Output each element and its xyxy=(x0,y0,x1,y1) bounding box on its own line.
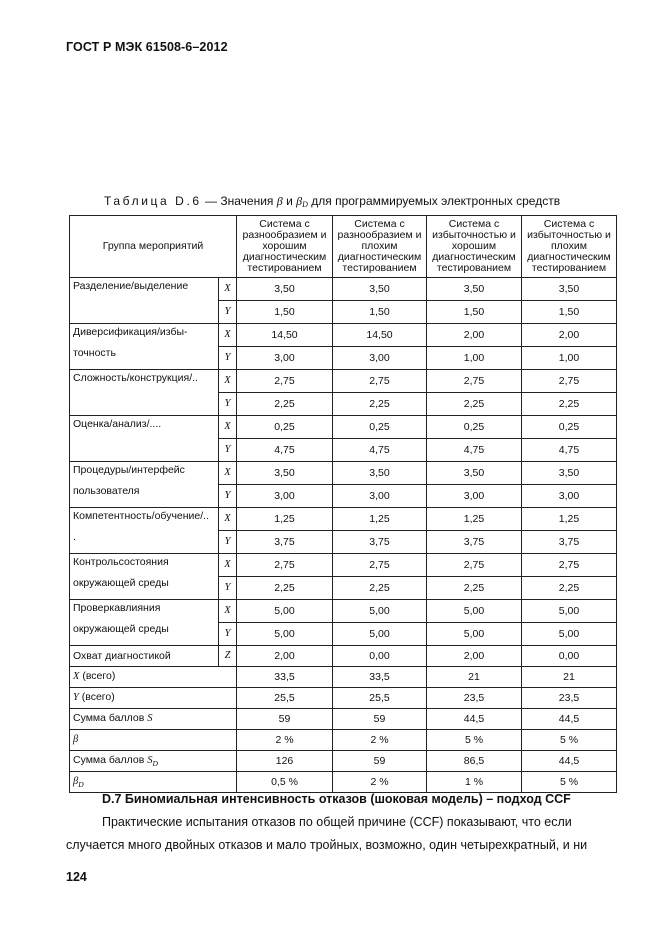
value-cell: 59 xyxy=(333,751,427,772)
xy-cell: Y xyxy=(219,531,237,554)
y-total-label: Y (всего) xyxy=(70,688,237,709)
value-cell: 1 % xyxy=(427,772,522,793)
group-name: Процедуры/интерфейс пользователя xyxy=(70,462,219,508)
value-cell: 3,50 xyxy=(237,278,333,301)
caption-beta: β xyxy=(276,194,283,208)
xy-cell: X xyxy=(219,370,237,393)
value-cell: 2,25 xyxy=(237,577,333,600)
xy-cell: Y xyxy=(219,577,237,600)
value-cell: 2,00 xyxy=(427,324,522,347)
value-cell: 1,50 xyxy=(333,301,427,324)
body-paragraph-line-2: случается много двойных отказов и мало тройных, возможно, один четырехкратный, и ни xyxy=(66,838,588,852)
header-group: Группа мероприятий xyxy=(70,216,237,278)
value-cell: 2,75 xyxy=(522,554,617,577)
value-cell: 25,5 xyxy=(333,688,427,709)
xy-cell: Y xyxy=(219,485,237,508)
value-cell: 1,50 xyxy=(237,301,333,324)
value-cell: 14,50 xyxy=(333,324,427,347)
value-cell: 1,25 xyxy=(522,508,617,531)
table-row xyxy=(70,554,617,577)
value-cell: 5,00 xyxy=(427,623,522,646)
body-paragraph-line-1: Практические испытания отказов по общей причине (CCF) показывают, что если xyxy=(102,815,572,829)
value-cell: 44,5 xyxy=(522,709,617,730)
table-row xyxy=(70,730,617,751)
document-header: ГОСТ Р МЭК 61508-6–2012 xyxy=(66,40,228,54)
value-cell: 3,00 xyxy=(333,347,427,370)
value-cell: 23,5 xyxy=(522,688,617,709)
value-cell: 5 % xyxy=(522,772,617,793)
caption-text-a: Значения xyxy=(220,194,274,208)
xy-cell: X xyxy=(219,600,237,623)
value-cell: 3,00 xyxy=(333,485,427,508)
value-cell: 2,25 xyxy=(427,577,522,600)
caption-text-b: для программируемых электронных средств xyxy=(311,194,561,208)
value-cell: 1,25 xyxy=(427,508,522,531)
table-header-row xyxy=(70,216,617,278)
value-cell: 3,50 xyxy=(333,278,427,301)
value-cell: 3,50 xyxy=(427,462,522,485)
caption-and: и xyxy=(286,194,293,208)
xy-cell: X xyxy=(219,278,237,301)
table-row xyxy=(70,462,617,485)
value-cell: 2 % xyxy=(333,730,427,751)
xy-cell: Y xyxy=(219,393,237,416)
xy-cell: X xyxy=(219,324,237,347)
table-row xyxy=(70,772,617,793)
value-cell: 2,75 xyxy=(522,370,617,393)
value-cell: 33,5 xyxy=(333,667,427,688)
value-cell: 2,75 xyxy=(333,554,427,577)
value-cell: 2,75 xyxy=(237,554,333,577)
value-cell: 3,00 xyxy=(522,485,617,508)
value-cell: 4,75 xyxy=(522,439,617,462)
value-cell: 4,75 xyxy=(333,439,427,462)
beta-values-table xyxy=(69,215,617,793)
value-cell: 2,25 xyxy=(522,393,617,416)
value-cell: 59 xyxy=(333,709,427,730)
xy-cell: X xyxy=(219,416,237,439)
value-cell: 3,00 xyxy=(237,485,333,508)
value-cell: 0,5 % xyxy=(237,772,333,793)
value-cell: 2,75 xyxy=(237,370,333,393)
value-cell: 23,5 xyxy=(427,688,522,709)
group-name: Оценка/анализ/.... xyxy=(70,416,219,462)
group-name: Диверсификация/избы- точность xyxy=(70,324,219,370)
header-col-3: Система с избыточностью и хорошим диагностическим тестированием xyxy=(427,216,522,278)
value-cell: 21 xyxy=(522,667,617,688)
value-cell: 5,00 xyxy=(333,600,427,623)
value-cell: 5,00 xyxy=(522,600,617,623)
value-cell: 5,00 xyxy=(237,600,333,623)
group-name: Разделение/выделение xyxy=(70,278,219,324)
value-cell: 14,50 xyxy=(237,324,333,347)
table-row xyxy=(70,667,617,688)
table-row xyxy=(70,324,617,347)
table-row xyxy=(70,370,617,393)
table-caption xyxy=(104,194,560,209)
value-cell: 3,75 xyxy=(522,531,617,554)
xy-cell: Y xyxy=(219,439,237,462)
value-cell: 2,00 xyxy=(522,324,617,347)
value-cell: 5,00 xyxy=(237,623,333,646)
value-cell: 0,25 xyxy=(427,416,522,439)
value-cell: 2,25 xyxy=(427,393,522,416)
x-total-label: X (всего) xyxy=(70,667,237,688)
xy-cell: Y xyxy=(219,301,237,324)
value-cell: 3,50 xyxy=(522,462,617,485)
caption-dash: — xyxy=(205,194,218,208)
value-cell: 44,5 xyxy=(427,709,522,730)
value-cell: 3,75 xyxy=(427,531,522,554)
value-cell: 4,75 xyxy=(427,439,522,462)
value-cell: 5,00 xyxy=(427,600,522,623)
value-cell: 0,25 xyxy=(333,416,427,439)
value-cell: 33,5 xyxy=(237,667,333,688)
value-cell: 0,25 xyxy=(237,416,333,439)
xy-cell: Y xyxy=(219,623,237,646)
value-cell: 5,00 xyxy=(333,623,427,646)
value-cell: 25,5 xyxy=(237,688,333,709)
value-cell: 2,25 xyxy=(237,393,333,416)
header-col-4: Система с избыточностью и плохим диагностическим тестированием xyxy=(522,216,617,278)
value-cell: 0,25 xyxy=(522,416,617,439)
caption-beta-d: $\beta_D$ xyxy=(296,194,308,209)
xy-cell: X xyxy=(219,508,237,531)
beta-d-label: $\beta_D$ xyxy=(70,772,237,793)
value-cell: 1,25 xyxy=(237,508,333,531)
value-cell: 3,50 xyxy=(522,278,617,301)
value-cell: 1,50 xyxy=(522,301,617,324)
coverage-name: Охват диагностикой xyxy=(70,646,219,667)
value-cell: 21 xyxy=(427,667,522,688)
header-col-2: Система с разнообразием и плохим диагностическим тестированием xyxy=(333,216,427,278)
value-cell: 86,5 xyxy=(427,751,522,772)
table-row xyxy=(70,278,617,301)
value-cell: 126 xyxy=(237,751,333,772)
sum-s-label: Сумма баллов S xyxy=(70,709,237,730)
value-cell: 1,00 xyxy=(522,347,617,370)
group-name: Контрольсостояния окружающей среды xyxy=(70,554,219,600)
group-name: Сложность/конструкция/.. xyxy=(70,370,219,416)
xy-cell: X xyxy=(219,554,237,577)
xy-cell: Z xyxy=(219,646,237,667)
section-title: D.7 Биномиальная интенсивность отказов (шоковая модель) – подход CCF xyxy=(102,792,571,806)
value-cell: 3,50 xyxy=(427,278,522,301)
value-cell: 2,25 xyxy=(333,577,427,600)
xy-cell: X xyxy=(219,462,237,485)
table-row xyxy=(70,646,617,667)
value-cell: 2 % xyxy=(333,772,427,793)
value-cell: 0,00 xyxy=(333,646,427,667)
table-row xyxy=(70,688,617,709)
value-cell: 4,75 xyxy=(237,439,333,462)
page-number: 124 xyxy=(66,870,87,884)
value-cell: 1,00 xyxy=(427,347,522,370)
value-cell: 3,00 xyxy=(237,347,333,370)
value-cell: 1,25 xyxy=(333,508,427,531)
value-cell: 5 % xyxy=(427,730,522,751)
value-cell: 2,75 xyxy=(427,370,522,393)
value-cell: 2,25 xyxy=(333,393,427,416)
xy-cell: Y xyxy=(219,347,237,370)
value-cell: 3,00 xyxy=(427,485,522,508)
beta-label: β xyxy=(70,730,237,751)
value-cell: 3,50 xyxy=(237,462,333,485)
value-cell: 44,5 xyxy=(522,751,617,772)
value-cell: 2,75 xyxy=(427,554,522,577)
value-cell: 2,00 xyxy=(237,646,333,667)
table-row xyxy=(70,416,617,439)
value-cell: 0,00 xyxy=(522,646,617,667)
value-cell: 1,50 xyxy=(427,301,522,324)
header-col-1: Система с разнообразием и хорошим диагностическим тестированием xyxy=(237,216,333,278)
value-cell: 3,75 xyxy=(237,531,333,554)
table-row xyxy=(70,508,617,531)
value-cell: 2,00 xyxy=(427,646,522,667)
value-cell: 5 % xyxy=(522,730,617,751)
group-name: Проверкавлияния окружающей среды xyxy=(70,600,219,646)
value-cell: 5,00 xyxy=(522,623,617,646)
caption-label: Таблица D.6 xyxy=(104,194,202,208)
value-cell: 2,75 xyxy=(333,370,427,393)
value-cell: 2 % xyxy=(237,730,333,751)
value-cell: 3,50 xyxy=(333,462,427,485)
table-row xyxy=(70,751,617,772)
table-row xyxy=(70,709,617,730)
value-cell: 3,75 xyxy=(333,531,427,554)
value-cell: 59 xyxy=(237,709,333,730)
sum-sd-label: Сумма баллов $S_D$ xyxy=(70,751,237,772)
group-name: Компетентность/обучение/.. . xyxy=(70,508,219,554)
value-cell: 2,25 xyxy=(522,577,617,600)
table-row xyxy=(70,600,617,623)
